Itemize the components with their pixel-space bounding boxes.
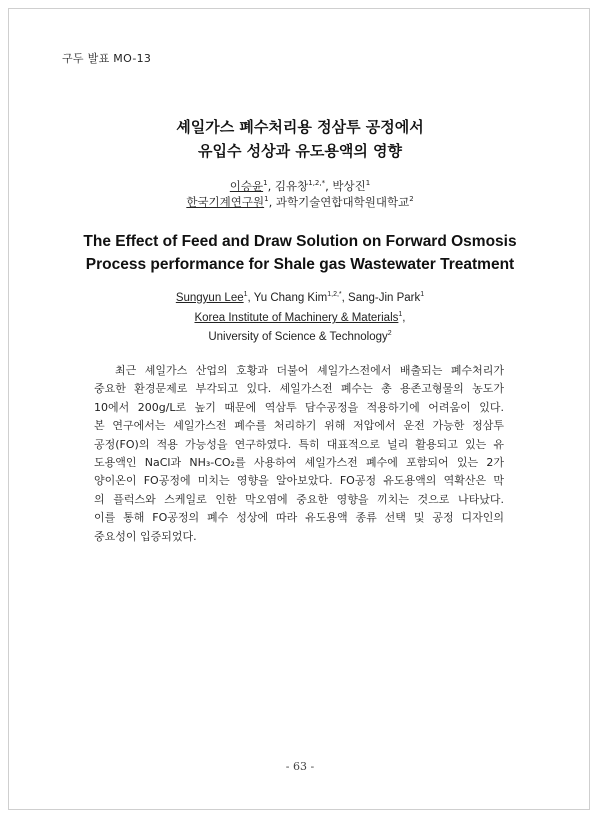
abstract-line: 도용액인 NaCl과 NH₃-CO₂를 사용하여 셰일가스전 폐수에 포함되어 있는 2가 bbox=[94, 455, 504, 469]
abstract-line: 공정(FO)의 적용 가능성을 연구하였다. 특히 대표적으로 널리 활용되고 있는 유 bbox=[94, 437, 504, 451]
page-number: - 63 - bbox=[285, 760, 315, 773]
session-tag: 구두 발표 MO-13 bbox=[62, 52, 152, 65]
korean-affiliation: 한국기계연구원$^1$, bbox=[186, 195, 276, 209]
english-author: Sungyun Lee$^1$, bbox=[175, 291, 254, 304]
english-author: Yu Chang Kim$^{1,2,*}$, bbox=[253, 291, 349, 304]
abstract-line: 최근 셰일가스 산업의 호황과 더불어 셰일가스전에서 배출되는 폐수처리가 bbox=[115, 364, 504, 377]
english-affiliation-1: Korea Institute of Machinery & Materials$^1$, bbox=[194, 311, 406, 324]
korean-author: 박상진$^1$ bbox=[332, 179, 371, 193]
abstract-line: 중요한 환경문제로 부각되고 있다. 셰일가스전 폐수는 총 용존고형물의 농도가 bbox=[94, 382, 504, 396]
abstract-line: 의 플럭스와 스케일로 인한 막오염에 중요한 영향을 끼치는 것으로 나타났다. bbox=[94, 492, 504, 506]
abstract-body bbox=[94, 362, 504, 546]
abstract-line: 10에서 200g/L로 높기 때문에 역삼투 담수공정을 적용하기에 어려움이 있다. bbox=[94, 400, 504, 414]
korean-title-line-1: 셰일가스 폐수처리용 정삼투 공정에서 bbox=[176, 118, 424, 136]
korean-author-list bbox=[0, 178, 600, 194]
korean-author: 이승윤$^1$, bbox=[229, 179, 275, 193]
english-author: Sang-Jin Park$^1$ bbox=[348, 291, 425, 304]
korean-affiliations bbox=[0, 194, 600, 210]
english-title-line-1: The Effect of Feed and Draw Solution on Forward Osmosis bbox=[83, 233, 517, 250]
korean-author: 김유창$^{1,2,*}$, bbox=[274, 179, 333, 193]
korean-affiliation: 과학기술연합대학원대학교$^2$ bbox=[275, 195, 414, 209]
abstract-line: 본 연구에서는 셰일가스전 폐수를 처리하기 위해 저압에서 운전 가능한 정삼투 bbox=[94, 419, 504, 433]
english-title-line-2: Process performance for Shale gas Wastewater Treatment bbox=[85, 256, 515, 273]
english-affiliation-2: University of Science & Technology$^2$ bbox=[208, 330, 392, 343]
abstract-line: 이를 통해 FO공정의 폐수 성상에 따라 유도용액 종류 선택 및 공정 디자인의 bbox=[94, 511, 504, 525]
english-author-list bbox=[0, 292, 600, 304]
korean-title-line-2: 유입수 성상과 유도용액의 영향 bbox=[197, 142, 403, 160]
abstract-line: 중요성이 입증되었다. bbox=[94, 529, 197, 543]
abstract-line: 양이온이 FO공정에 미치는 영향을 알아보았다. FO공정 유도용액의 역확산은 막 bbox=[94, 474, 504, 488]
